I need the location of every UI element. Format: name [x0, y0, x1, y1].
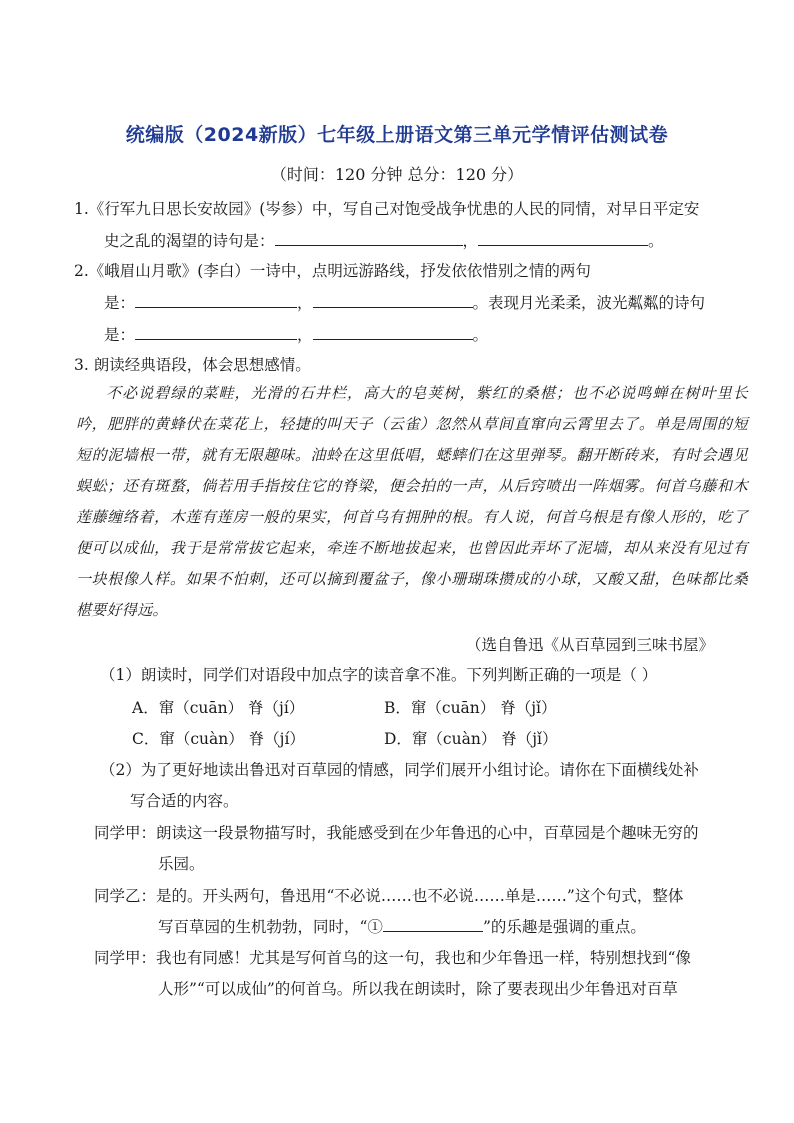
q2-prompt-1: 是：	[104, 294, 136, 312]
q1-blank-2[interactable]	[478, 229, 648, 246]
yi-prompt: 写百草园的生机勃勃，同时，“①	[158, 918, 383, 936]
option-a[interactable]: A．窜（cuān） 脊（jí）	[132, 699, 305, 717]
q2-prompt-2: 。表现月光柔柔，波光粼粼的诗句	[472, 294, 706, 312]
q2-prompt-3: 是：	[104, 326, 136, 344]
passage-source: （选自鲁迅《从百草园到三味书屋》	[465, 636, 714, 654]
page-title: 统编版（2024新版）七年级上册语文第三单元学情评估测试卷	[125, 124, 669, 146]
option-b[interactable]: B．窜（cuān） 脊（jǐ）	[384, 699, 557, 717]
dialogue-yi-line2	[158, 915, 646, 937]
dialogue-jia-1-line2: 乐园。	[158, 855, 205, 873]
q3-stem: 3. 朗读经典语段，体会思想感情。	[74, 356, 311, 374]
q3-sub2-line1: （2）为了更好地读出鲁迅对百草园的情感，同学们展开小组讨论。请你在下面横线处补	[100, 761, 699, 779]
q1-end: 。	[648, 232, 664, 250]
q1-line1: 1.《行军九日思长安故园》(岑参）中，写自己对饱受战争忧患的人民的同情，对早日平定安	[74, 200, 700, 218]
q2-blank-2[interactable]	[313, 291, 473, 308]
q1-line2	[104, 229, 664, 252]
q2-line3	[104, 323, 488, 346]
q2-blank-3[interactable]	[135, 323, 297, 340]
q2-blank-1[interactable]	[135, 291, 297, 308]
dialogue-jia-1-line1: 同学甲：朗读这一段景物描写时，我能感受到在少年鲁迅的心中，百草园是个趣味无穷的	[94, 824, 699, 842]
option-c[interactable]: C．窜（cuàn） 脊（jí）	[132, 730, 305, 748]
q3-sub2-line2: 写合适的内容。	[130, 792, 239, 810]
passage-text: 不必说碧绿的菜畦，光滑的石井栏，高大的皂荚树，紫红的桑椹；也不必说鸣蝉在树叶里长吟，肥胖的黄蜂伏在菜花上，轻捷的叫天子（云雀）忽然从草间直窜向云霄里去了。单是周围的短短的泥墙根一带，就有无限趣味。油蛉在这里低唱，蟋蟀们在这里弹琴。翻开断砖来，有时会遇见蜈蚣；还有斑蝥，倘若用手指按住它的脊梁，便会拍的一声，从后窍喷出一阵烟雾。何首乌藤和木莲藤缠络着，木莲有莲房一般的果实，何首乌有拥肿的根。有人说，何首乌根是有像人形的，吃了便可以成仙，我于是常常拔它起来，牵连不断地拔起来，也曾因此弄坏了泥墙，却从来没有见过有一块根像人样。如果不怕刺，还可以摘到覆盆子，像小珊瑚珠攒成的小球，又酸又甜，色味都比桑椹要好得远。	[76, 384, 748, 619]
option-d[interactable]: D．窜（cuàn） 脊（jǐ）	[384, 730, 558, 748]
q2-line1: 2.《峨眉山月歌》(李白）一诗中，点明远游路线，抒发依依惜别之情的两句	[74, 262, 591, 280]
q3-sub1: （1）朗读时，同学们对语段中加点字的读音拿不准。下列判断正确的一项是（ ）	[100, 666, 658, 684]
q1-separator: ，	[462, 232, 479, 250]
dialogue-jia-2-line1: 同学甲：我也有同感！尤其是写何首乌的这一句，我也和少年鲁迅一样，特别想找到“像	[94, 949, 691, 967]
q1-blank-1[interactable]	[275, 229, 463, 246]
dialogue-yi-line1: 同学乙：是的。开头两句，鲁迅用“不必说……也不必说……单是……”这个句式，整体	[94, 887, 684, 905]
q2-line2	[104, 291, 705, 314]
exam-time-score: （时间：120 分钟 总分：120 分）	[270, 165, 524, 184]
q1-prompt: 史之乱的渴望的诗句是：	[104, 232, 275, 250]
q2-separator-1: ，	[297, 294, 313, 312]
q2-end: 。	[472, 326, 489, 344]
answer-blank-1[interactable]	[383, 915, 483, 932]
dialogue-jia-2-line2: 人形”“可以成仙”的何首乌。所以我在朗读时，除了要表现出少年鲁迅对百草	[158, 980, 678, 998]
q2-separator-2: ，	[297, 326, 313, 344]
yi-prompt-end: ”的乐趣是强调的重点。	[482, 918, 646, 936]
q2-blank-4[interactable]	[313, 323, 473, 340]
reading-passage	[76, 378, 748, 626]
